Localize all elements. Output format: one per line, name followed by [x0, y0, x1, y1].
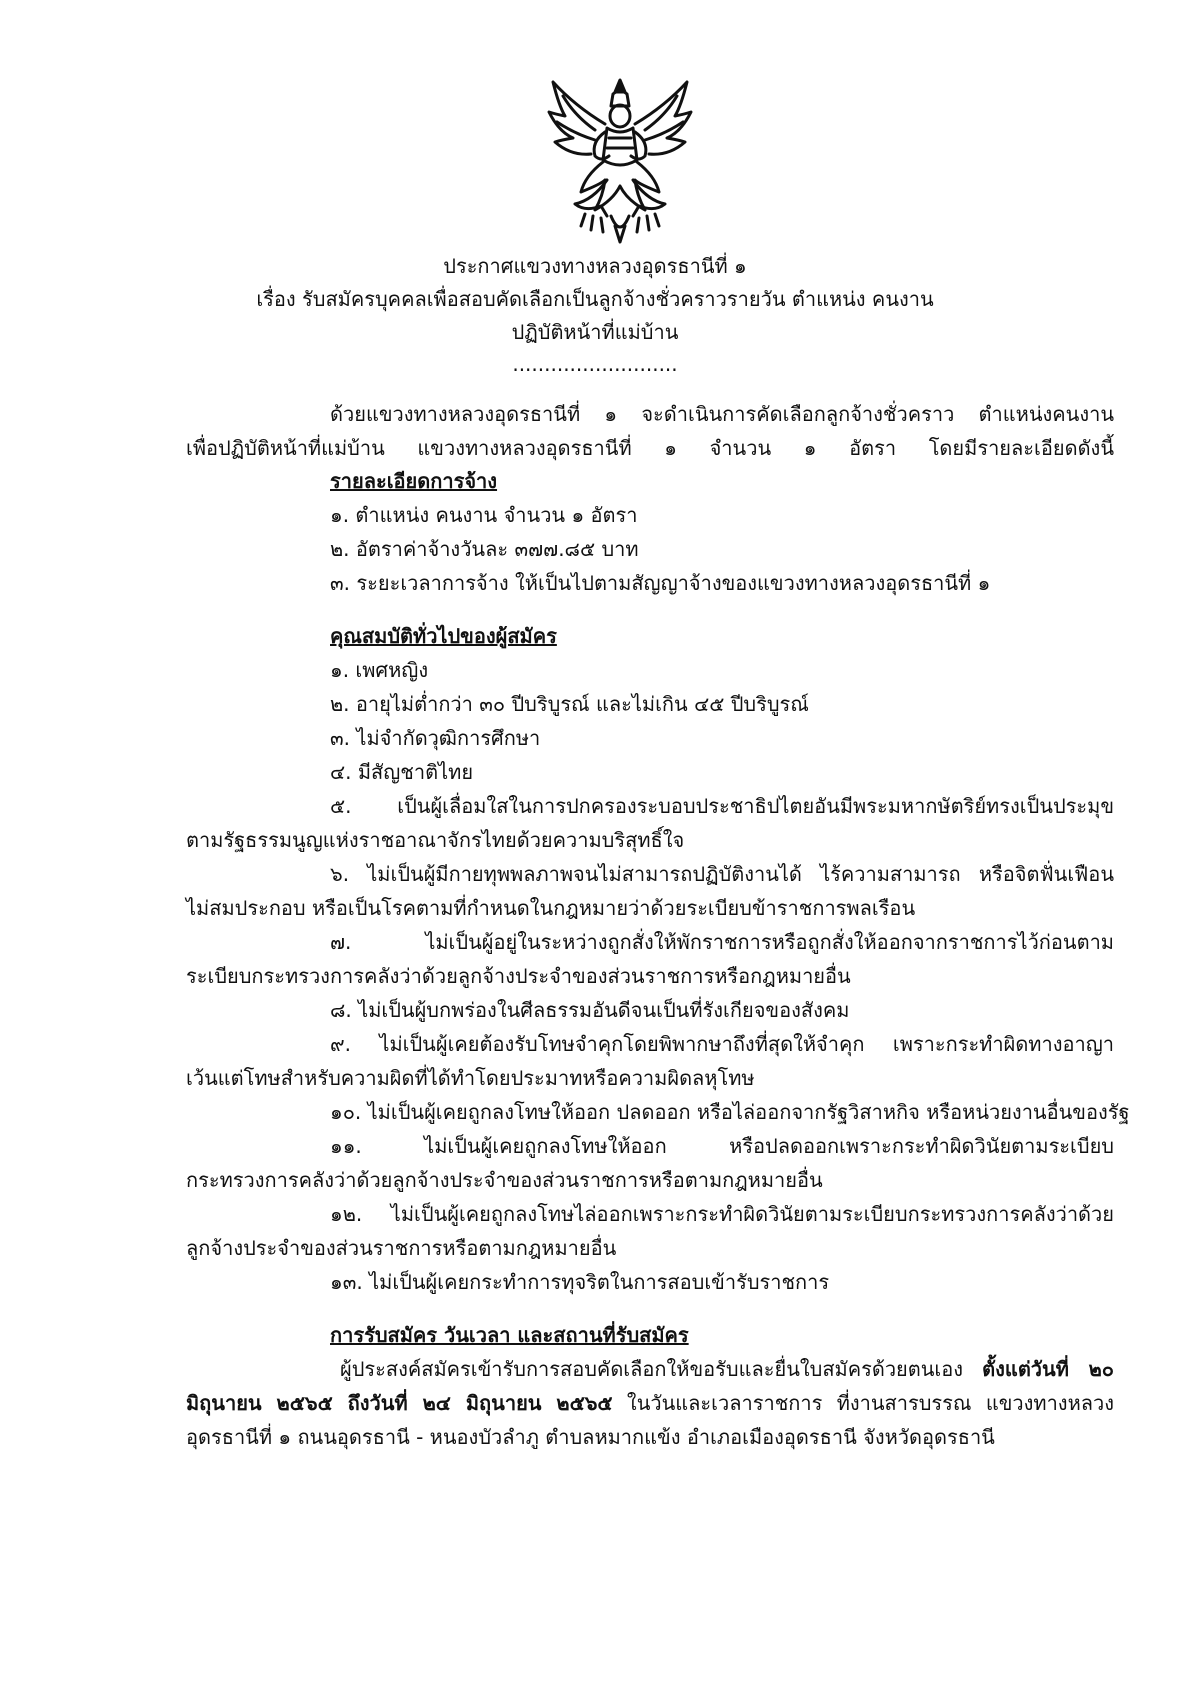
announcement-subject-cont: ปฏิบัติหน้าที่แม่บ้าน [511, 320, 679, 344]
employment-heading: รายละเอียดการจ้าง [330, 469, 498, 493]
qualification-2: ๒. อายุไม่ต่ำกว่า ๓๐ ปีบริบูรณ์ และไม่เกิน ๔๕ ปีบริบูรณ์ [330, 692, 809, 716]
application-line-2: มิถุนายน ๒๕๖๕ ถึงวันที่ ๒๔ มิถุนายน ๒๕๖๕ ในวันและเวลาราชการ ที่งานสารบรรณ แขวงทางหลวง [186, 1391, 1114, 1415]
qualification-6-cont: ไม่สมประกอบ หรือเป็นโรคตามที่กำหนดในกฎหมายว่าด้วยระเบียบข้าราชการพลเรือน [186, 896, 916, 920]
application-start-date: ตั้งแต่วันที่ ๒๐ [982, 1357, 1115, 1381]
qualification-8: ๘. ไม่เป็นผู้บกพร่องในศีลธรรมอันดีจนเป็นที่รังเกียจของสังคม [330, 998, 850, 1022]
qualification-7: ๗. ไม่เป็นผู้อยู่ในระหว่างถูกสั่งให้พักราชการหรือถูกสั่งให้ออกจากราชการไว้ก่อนตาม [330, 930, 1114, 954]
garuda-emblem-icon [545, 76, 695, 246]
announcement-subject: เรื่อง รับสมัครบุคคลเพื่อสอบคัดเลือกเป็นลูกจ้างชั่วคราวรายวัน ตำแหน่ง คนงาน [256, 287, 934, 311]
intro-line-1: ด้วยแขวงทางหลวงอุดรธานีที่ ๑ จะดำเนินการคัดเลือกลูกจ้างชั่วคราว ตำแหน่งคนงาน [330, 402, 1114, 426]
qualification-3: ๓. ไม่จำกัดวุฒิการศึกษา [330, 726, 541, 750]
qualification-7-cont: ระเบียบกระทรวงการคลังว่าด้วยลูกจ้างประจำของส่วนราชการหรือกฎหมายอื่น [186, 964, 851, 988]
qualification-9-cont: เว้นแต่โทษสำหรับความผิดที่ได้ทำโดยประมาทหรือความผิดลหุโทษ [186, 1066, 755, 1090]
employment-item-1: ๑. ตำแหน่ง คนงาน จำนวน ๑ อัตรา [330, 503, 638, 527]
employment-item-3: ๓. ระยะเวลาการจ้าง ให้เป็นไปตามสัญญาจ้างของแขวงทางหลวงอุดรธานีที่ ๑ [330, 571, 991, 595]
qualifications-heading: คุณสมบัติทั่วไปของผู้สมัคร [330, 624, 557, 648]
application-line-1: ผู้ประสงค์สมัครเข้ารับการสอบคัดเลือกให้ขอรับและยื่นใบสมัครด้วยตนเอง ตั้งแต่วันที่ ๒๐ [340, 1357, 1115, 1381]
qualification-11-cont: กระทรวงการคลังว่าด้วยลูกจ้างประจำของส่วนราชการหรือตามกฎหมายอื่น [186, 1168, 823, 1192]
qualification-4: ๔. มีสัญชาติไทย [330, 760, 474, 784]
qualification-6: ๖. ไม่เป็นผู้มีกายทุพพลภาพจนไม่สามารถปฏิบัติงานได้ ไร้ความสามารถ หรือจิตฟั่นเฟือน [330, 862, 1114, 886]
application-heading: การรับสมัคร วันเวลา และสถานที่รับสมัคร [330, 1323, 689, 1347]
qualification-9: ๙. ไม่เป็นผู้เคยต้องรับโทษจำคุกโดยพิพากษาถึงที่สุดให้จำคุก เพราะกระทำผิดทางอาญา [330, 1032, 1114, 1056]
application-line-3: อุดรธานีที่ ๑ ถนนอุดรธานี - หนองบัวลำภู ตำบลหมากแข้ง อำเภอเมืองอุดรธานี จังหวัดอุดรธานี [186, 1425, 995, 1449]
title-separator-dots: .......................... [512, 352, 678, 376]
qualification-10: ๑๐. ไม่เป็นผู้เคยถูกลงโทษให้ออก ปลดออก หรือไล่ออกจากรัฐวิสาหกิจ หรือหน่วยงานอื่นของรัฐ [330, 1100, 1130, 1124]
qualification-1: ๑. เพศหญิง [330, 658, 429, 682]
intro-line-2: เพื่อปฏิบัติหน้าที่แม่บ้าน แขวงทางหลวงอุดรธานีที่ ๑ จำนวน ๑ อัตรา โดยมีรายละเอียดดังนี้ [186, 436, 1114, 460]
qualification-5: ๕. เป็นผู้เลื่อมใสในการปกครองระบอบประชาธิปไตยอันมีพระมหากษัตริย์ทรงเป็นประมุข [330, 794, 1114, 818]
qualification-12: ๑๒. ไม่เป็นผู้เคยถูกลงโทษไล่ออกเพราะกระทำผิดวินัยตามระเบียบกระทรวงการคลังว่าด้วย [330, 1202, 1114, 1226]
qualification-13: ๑๓. ไม่เป็นผู้เคยกระทำการทุจริตในการสอบเข้ารับราชการ [330, 1270, 830, 1294]
application-date-range: มิถุนายน ๒๕๖๕ ถึงวันที่ ๒๔ มิถุนายน ๒๕๖๕ [186, 1391, 613, 1415]
qualification-5-cont: ตามรัฐธรรมนูญแห่งราชอาณาจักรไทยด้วยความบริสุทธิ์ใจ [186, 828, 685, 852]
announcement-title: ประกาศแขวงทางหลวงอุดรธานีที่ ๑ [443, 254, 747, 278]
qualification-12-cont: ลูกจ้างประจำของส่วนราชการหรือตามกฎหมายอื่น [186, 1236, 617, 1260]
qualification-11: ๑๑. ไม่เป็นผู้เคยถูกลงโทษให้ออก หรือปลดออกเพราะกระทำผิดวินัยตามระเบียบ [330, 1134, 1114, 1158]
employment-item-2: ๒. อัตราค่าจ้างวันละ ๓๗๗.๘๕ บาท [330, 537, 639, 561]
